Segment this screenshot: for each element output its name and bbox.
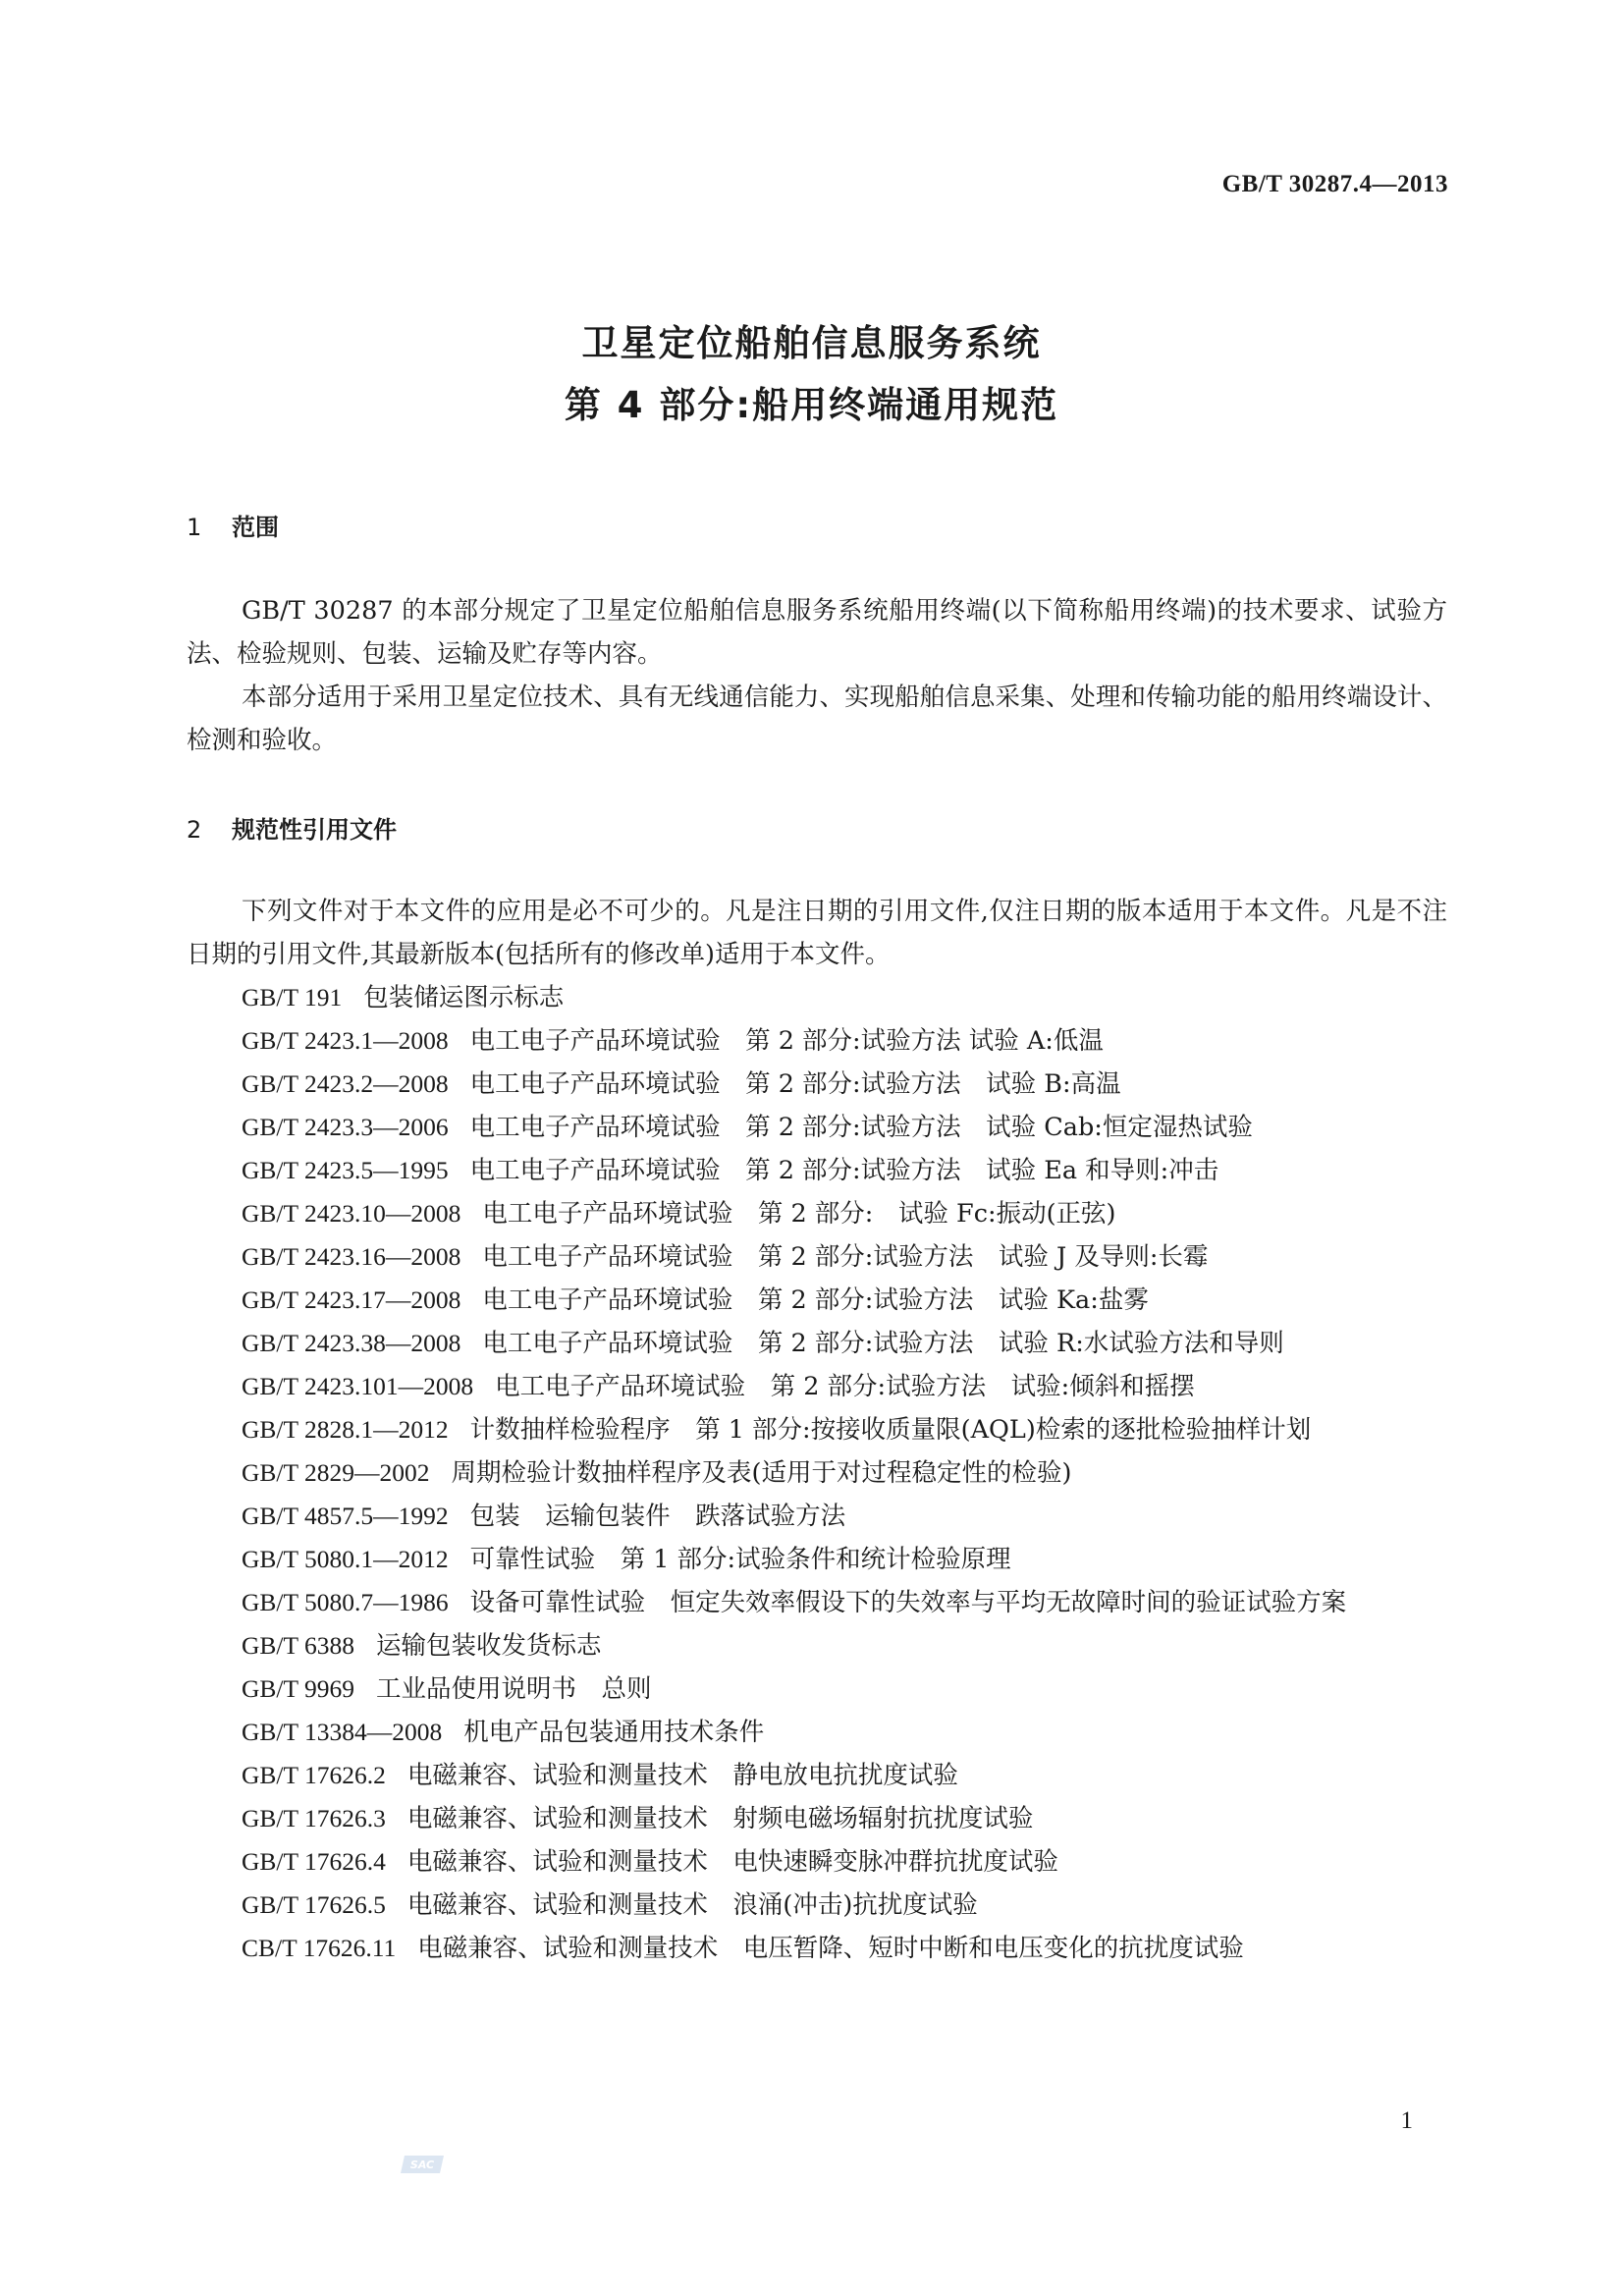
reference-code: GB/T 2828.1—2012: [242, 1415, 449, 1444]
reference-item: [187, 1192, 1447, 1235]
reference-code: GB/T 2423.17—2008: [242, 1285, 461, 1314]
reference-code: GB/T 2423.3—2006: [242, 1113, 449, 1141]
reference-item: [187, 1624, 1447, 1667]
applicability-paragraph: 本部分适用于采用卫星定位技术、具有无线通信能力、实现船舶信息采集、处理和传输功能的船用终端设计、检测和验收。: [187, 683, 1447, 755]
reference-title: 电工电子产品环境试验 第 2 部分:试验方法 试验 A:低温: [469, 1026, 1104, 1056]
reference-title: 设备可靠性试验 恒定失效率假设下的失效率与平均无故障时间的验证试验方案: [469, 1588, 1347, 1617]
section-1-title: 范围: [232, 514, 279, 541]
reference-item: [187, 1711, 1447, 1754]
reference-item: [187, 1063, 1447, 1106]
reference-code: GB/T 5080.7—1986: [242, 1588, 449, 1616]
reference-item: [187, 1019, 1447, 1063]
section-2-title: 规范性引用文件: [232, 816, 397, 844]
reference-title: 电工电子产品环境试验 第 2 部分: 试验 Fc:振动(正弦): [482, 1199, 1116, 1229]
reference-item: [187, 1927, 1447, 1970]
reference-title: 工业品使用说明书 总则: [376, 1674, 652, 1704]
reference-title: 电工电子产品环境试验 第 2 部分:试验方法 试验 R:水试验方法和导则: [482, 1329, 1284, 1358]
reference-item: [187, 1538, 1447, 1581]
reference-item: [187, 1797, 1447, 1840]
reference-title: 电工电子产品环境试验 第 2 部分:试验方法 试验:倾斜和摇摆: [495, 1372, 1195, 1401]
reference-item: [187, 1106, 1447, 1149]
reference-title: 电磁兼容、试验和测量技术 静电放电抗扰度试验: [406, 1761, 958, 1790]
reference-code: GB/T 191: [242, 983, 343, 1011]
reference-code: GB/T 17626.2: [242, 1761, 386, 1789]
reference-title: 可靠性试验 第 1 部分:试验条件和统计检验原理: [469, 1545, 1011, 1574]
reference-code: GB/T 5080.1—2012: [242, 1545, 449, 1573]
reference-title: 包装储运图示标志: [363, 983, 565, 1012]
reference-title: 机电产品包装通用技术条件: [463, 1718, 765, 1747]
sac-watermark-logo: [401, 2150, 448, 2179]
page-number: 1: [1400, 2107, 1413, 2134]
reference-title: 周期检验计数抽样程序及表(适用于对过程稳定性的检验): [451, 1458, 1072, 1488]
section-2-heading: [187, 810, 397, 845]
section-1-number: 1: [187, 514, 202, 541]
reference-item: [187, 1884, 1447, 1927]
reference-item: [187, 1149, 1447, 1192]
reference-code: GB/T 2423.16—2008: [242, 1242, 461, 1271]
reference-item: [187, 1495, 1447, 1538]
section-2-number: 2: [187, 816, 202, 844]
reference-item: [187, 976, 1447, 1019]
reference-title: 电磁兼容、试验和测量技术 电压暂降、短时中断和电压变化的抗扰度试验: [417, 1934, 1244, 1963]
reference-title: 电工电子产品环境试验 第 2 部分:试验方法 试验 Ka:盐雾: [482, 1285, 1149, 1315]
reference-item: [187, 1322, 1447, 1365]
reference-item: [187, 1235, 1447, 1279]
reference-title: 计数抽样检验程序 第 1 部分:按接收质量限(AQL)检索的逐批检验抽样计划: [469, 1415, 1312, 1445]
reference-item: [187, 1754, 1447, 1797]
reference-item: [187, 1667, 1447, 1711]
reference-item: [187, 1408, 1447, 1451]
reference-item: [187, 1581, 1447, 1624]
svg-text:SAC: SAC: [409, 2159, 435, 2171]
reference-title: 包装 运输包装件 跌落试验方法: [469, 1502, 846, 1531]
reference-code: CB/T 17626.11: [242, 1934, 397, 1962]
reference-code: GB/T 9969: [242, 1674, 354, 1703]
reference-code: GB/T 13384—2008: [242, 1718, 443, 1746]
reference-code: GB/T 2423.5—1995: [242, 1156, 449, 1184]
section-1-heading: [187, 508, 279, 542]
reference-title: 电磁兼容、试验和测量技术 电快速瞬变脉冲群抗扰度试验: [406, 1847, 1058, 1877]
reference-code: GB/T 6388: [242, 1631, 354, 1660]
reference-code: GB/T 2423.1—2008: [242, 1026, 449, 1055]
reference-code: GB/T 2423.2—2008: [242, 1069, 449, 1098]
reference-code: GB/T 2423.101—2008: [242, 1372, 474, 1400]
reference-list: [187, 976, 1447, 1970]
reference-title: 运输包装收发货标志: [376, 1631, 602, 1661]
standard-code: GB/T 30287.4—2013: [1221, 171, 1448, 197]
reference-title: 电磁兼容、试验和测量技术 射频电磁场辐射抗扰度试验: [406, 1804, 1034, 1833]
scope-paragraph: GB/T 30287 的本部分规定了卫星定位船舶信息服务系统船用终端(以下简称船用终端)的技术要求、试验方法、检验规则、包装、运输及贮存等内容。: [187, 596, 1447, 669]
reference-code: GB/T 4857.5—1992: [242, 1502, 449, 1530]
reference-title: 电工电子产品环境试验 第 2 部分:试验方法 试验 Cab:恒定湿热试验: [469, 1113, 1253, 1142]
reference-item: [187, 1840, 1447, 1884]
reference-title: 电工电子产品环境试验 第 2 部分:试验方法 试验 Ea 和导则:冲击: [469, 1156, 1219, 1185]
reference-item: [187, 1279, 1447, 1322]
document-title: 卫星定位船舶信息服务系统: [581, 322, 1042, 364]
reference-code: GB/T 2423.10—2008: [242, 1199, 461, 1228]
reference-title: 电工电子产品环境试验 第 2 部分:试验方法 试验 J 及导则:长霉: [482, 1242, 1209, 1272]
reference-code: GB/T 17626.4: [242, 1847, 386, 1876]
references-intro: 下列文件对于本文件的应用是必不可少的。凡是注日期的引用文件,仅注日期的版本适用于本文件。凡是不注日期的引用文件,其最新版本(包括所有的修改单)适用于本文件。: [187, 897, 1447, 969]
reference-item: [187, 1365, 1447, 1408]
reference-code: GB/T 2829—2002: [242, 1458, 430, 1487]
reference-item: [187, 1451, 1447, 1495]
reference-title: 电磁兼容、试验和测量技术 浪涌(冲击)抗扰度试验: [406, 1890, 978, 1920]
reference-code: GB/T 2423.38—2008: [242, 1329, 461, 1357]
document-subtitle: 第 4 部分:船用终端通用规范: [564, 384, 1059, 426]
reference-code: GB/T 17626.5: [242, 1890, 386, 1919]
reference-title: 电工电子产品环境试验 第 2 部分:试验方法 试验 B:高温: [469, 1069, 1121, 1099]
reference-code: GB/T 17626.3: [242, 1804, 386, 1832]
